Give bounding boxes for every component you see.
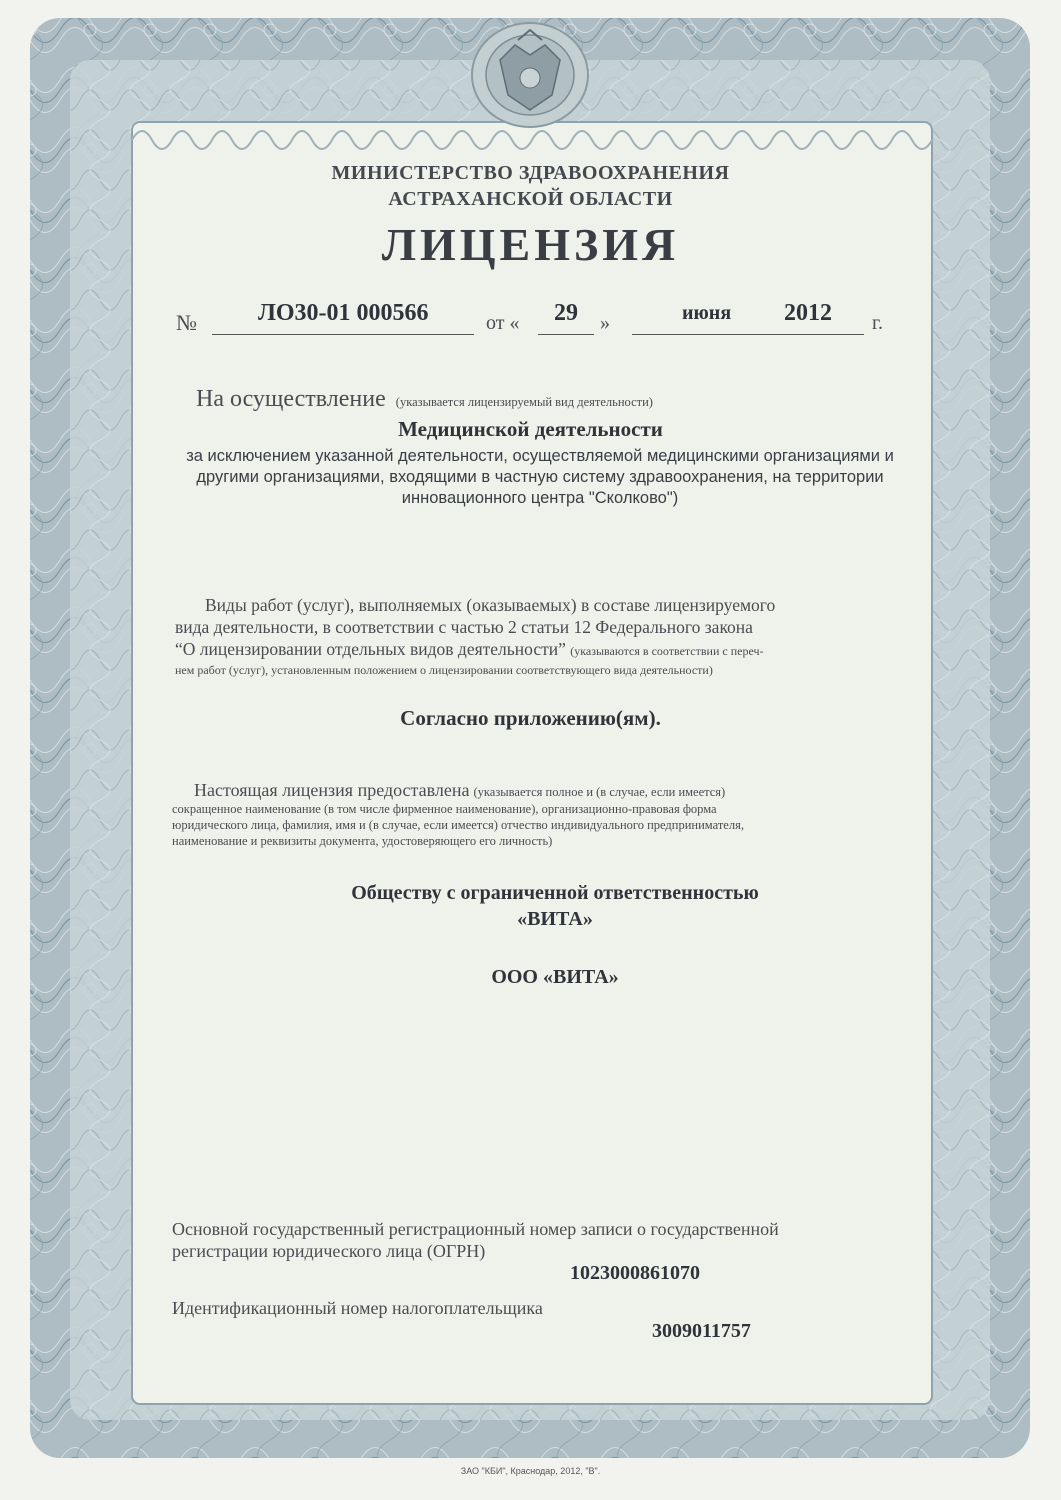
day-close: » [600, 312, 610, 334]
grantee-label: Настоящая лицензия предоставлена [194, 780, 470, 800]
works-section [175, 594, 887, 678]
grantee-full-name-1: Обществу с ограниченной ответственностью [351, 882, 759, 904]
activity-label: На осуществление [196, 386, 386, 412]
works-line-1: Виды работ (услуг), выполняемых (оказываемых) в составе лицензируемого [205, 595, 776, 615]
ministry-line-2: АСТРАХАНСКОЙ ОБЛАСТИ [388, 188, 673, 210]
grantee-hint-2: сокращенное наименование (в том числе фирменное наименование), организационно-правовая форма [172, 802, 717, 816]
works-line-2: вида деятельности, в соответствии с частью 2 статьи 12 Федерального закона [175, 617, 753, 637]
works-value: Согласно приложению(ям). [400, 706, 661, 730]
grantee-hint-4: наименование и реквизиты документа, удостоверяющего его личность) [172, 834, 553, 848]
grantee-section [172, 780, 888, 849]
from-label: от « [486, 312, 520, 334]
inn-label: Идентификационный номер налогоплательщика [172, 1298, 543, 1318]
grantee-full-name [0, 880, 1061, 932]
activity-line-2: другими организациями, входящими в частную систему здравоохранения, на территории [196, 468, 884, 486]
ogrn-label-1: Основной государственный регистрационный номер записи о государственной [172, 1219, 779, 1239]
year-suffix: г. [872, 312, 883, 334]
activity-line-1: за исключением указанной деятельности, осуществляемой медицинскими организациями и [186, 447, 894, 465]
printer-info: ЗАО "КБИ", Краснодар, 2012, "В". [460, 1466, 601, 1476]
works-hint-a: (указываются в соответствии с переч- [570, 644, 764, 658]
ministry-header [0, 160, 1061, 212]
activity-details [150, 446, 930, 509]
activity-line-3: инновационного центра "Сколково") [401, 489, 679, 507]
number-sign: № [176, 310, 197, 335]
activity-hint: (указывается лицензируемый вид деятельности) [395, 395, 653, 409]
works-law: “О лицензировании отдельных видов деятельности” [175, 639, 566, 659]
grantee-short-name: ООО «ВИТА» [491, 966, 619, 988]
works-hint-b: нем работ (услуг), установленным положением о лицензировании соответствующего вида деятельности) [175, 663, 713, 677]
license-number: ЛО30-01 000566 [258, 300, 429, 326]
inn-value: 3009011757 [652, 1320, 751, 1342]
license-number-row [170, 300, 890, 340]
license-year: 2012 [784, 300, 832, 326]
license-month: июня [682, 302, 732, 324]
grantee-hint-1: (указывается полное и (в случае, если имеется) [473, 785, 726, 799]
coat-of-arms-emblem [472, 23, 588, 127]
activity-name: Медицинской деятельности [398, 417, 663, 441]
ogrn-label-2: регистрации юридического лица (ОГРН) [172, 1241, 486, 1261]
ogrn-value: 1023000861070 [570, 1262, 700, 1284]
grantee-hint-3: юридического лица, фамилия, имя и (в случае, если имеется) отчество индивидуального предпринимателя, [172, 818, 744, 832]
activity-label-row [196, 386, 896, 413]
license-day: 29 [554, 300, 578, 326]
ogrn-label [172, 1218, 888, 1262]
license-title: ЛИЦЕНЗИЯ [381, 219, 680, 270]
ministry-line-1: МИНИСТЕРСТВО ЗДРАВООХРАНЕНИЯ [331, 162, 730, 184]
grantee-full-name-2: «ВИТА» [517, 908, 593, 930]
